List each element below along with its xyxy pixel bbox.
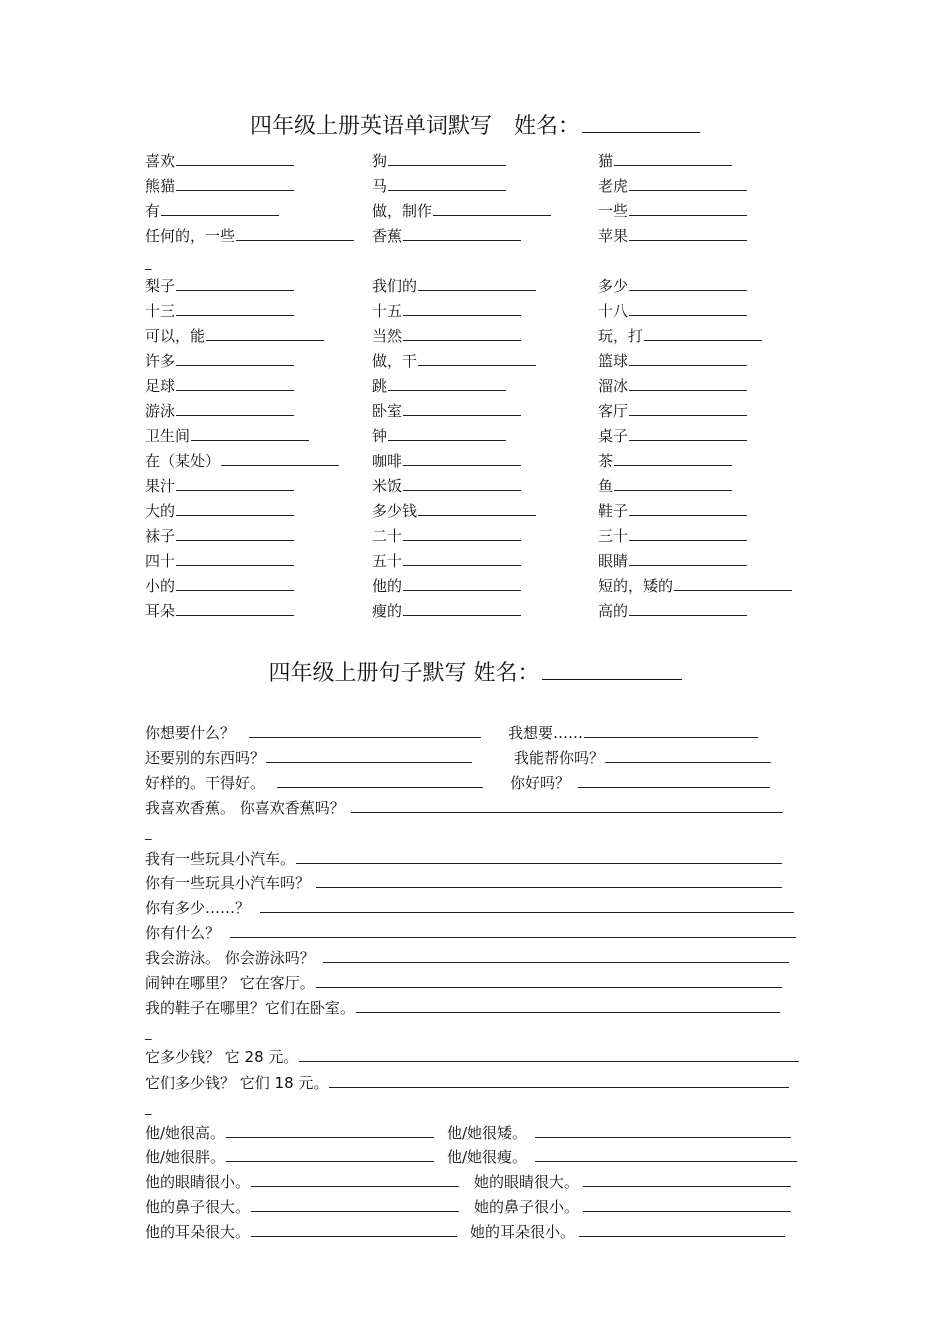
vocab-word: 老虎 xyxy=(598,177,629,195)
vocab-word: 卧室 xyxy=(372,402,403,420)
vocab-answer-blank[interactable] xyxy=(176,273,294,291)
sentence-prompt xyxy=(470,1219,785,1244)
vocab-word: 高的 xyxy=(598,602,629,620)
vocab-word: 茶 xyxy=(598,452,614,470)
vocab-row xyxy=(0,348,950,372)
sentence-title-text: 四年级上册句子默写 姓名： xyxy=(268,661,540,686)
vocab-answer-blank[interactable] xyxy=(629,298,747,316)
vocab-word: 一些 xyxy=(598,202,629,220)
vocab-answer-blank[interactable] xyxy=(176,598,294,616)
vocab-answer-blank[interactable] xyxy=(176,298,294,316)
vocab-row xyxy=(0,548,950,572)
vocab-word: 鞋子 xyxy=(598,502,629,520)
vocab-item xyxy=(145,148,294,173)
vocab-item xyxy=(145,598,294,623)
vocab-word: 任何的，一些 xyxy=(145,227,236,245)
sentence-text: 我想要…… xyxy=(508,724,584,742)
vocab-row xyxy=(0,473,950,497)
sentence-prompt xyxy=(474,1194,791,1219)
sentence-prompt xyxy=(474,1169,791,1194)
sentence-row xyxy=(0,1194,950,1218)
vocab-item xyxy=(372,398,521,423)
vocab-word: 十五 xyxy=(372,302,403,320)
sentence-prompt xyxy=(510,770,770,795)
vocab-item xyxy=(598,173,747,198)
vocab-row xyxy=(0,198,950,222)
stray-underscore: _ xyxy=(145,256,152,271)
vocab-answer-blank[interactable] xyxy=(629,373,747,391)
vocab-answer-blank[interactable] xyxy=(176,548,294,566)
vocab-answer-blank[interactable] xyxy=(161,198,279,216)
vocab-answer-blank[interactable] xyxy=(176,373,294,391)
vocab-answer-blank[interactable] xyxy=(388,173,506,191)
vocab-word: 在（某处） xyxy=(145,452,221,470)
answer-blank[interactable] xyxy=(578,770,770,788)
answer-blank[interactable] xyxy=(583,1194,791,1212)
sentence-text: 我的鞋子在哪里？它们在卧室。 xyxy=(145,999,356,1017)
vocab-word: 狗 xyxy=(372,152,388,170)
vocab-answer-blank[interactable] xyxy=(403,223,521,241)
vocab-answer-blank[interactable] xyxy=(644,323,762,341)
vocab-word: 玩，打 xyxy=(598,327,644,345)
vocab-item xyxy=(145,448,339,473)
sentence-row xyxy=(0,846,950,870)
vocab-answer-blank[interactable] xyxy=(629,523,747,541)
sentence-row xyxy=(0,1169,950,1193)
vocab-item xyxy=(145,273,294,298)
vocab-item xyxy=(145,223,354,248)
vocab-title-text: 四年级上册英语单词默写 姓名： xyxy=(249,114,580,139)
vocab-item xyxy=(145,298,294,323)
vocab-word: 多少钱 xyxy=(372,502,418,520)
vocab-word: 米饭 xyxy=(372,477,403,495)
sentence-prompt xyxy=(145,970,782,995)
vocab-item xyxy=(145,198,279,223)
vocab-item xyxy=(372,198,551,223)
vocab-word: 有 xyxy=(145,202,161,220)
vocab-item xyxy=(145,323,324,348)
vocab-item xyxy=(372,148,506,173)
sentence-row xyxy=(0,720,950,744)
sentence-text: 我会游泳。 你会游泳吗？ xyxy=(145,949,315,967)
vocab-row xyxy=(0,523,950,547)
sentence-text: 他的眼睛很小。 xyxy=(145,1173,251,1191)
sentence-text: 还要别的东西吗？ xyxy=(145,749,266,767)
answer-blank[interactable] xyxy=(316,970,782,988)
vocab-answer-blank[interactable] xyxy=(614,148,732,166)
vocab-answer-blank[interactable] xyxy=(176,348,294,366)
vocab-word: 十八 xyxy=(598,302,629,320)
vocab-item xyxy=(145,548,294,573)
vocab-word: 三十 xyxy=(598,527,629,545)
sentence-row xyxy=(0,1120,950,1144)
vocab-answer-blank[interactable] xyxy=(418,498,536,516)
vocab-answer-blank[interactable] xyxy=(629,198,747,216)
vocab-word: 桌子 xyxy=(598,427,629,445)
vocab-word: 游泳 xyxy=(145,402,176,420)
vocab-answer-blank[interactable] xyxy=(176,523,294,541)
vocab-item xyxy=(372,173,506,198)
sentence-row xyxy=(0,1044,950,1068)
vocab-item xyxy=(372,573,521,598)
sentence-prompt xyxy=(145,870,782,895)
vocab-word: 他的 xyxy=(372,577,403,595)
vocab-item xyxy=(372,598,521,623)
vocab-word: 梨子 xyxy=(145,277,176,295)
vocab-word: 五十 xyxy=(372,552,403,570)
sentence-text: 你有一些玩具小汽车吗？ xyxy=(145,874,311,892)
vocab-item xyxy=(372,273,536,298)
answer-blank[interactable] xyxy=(251,1169,459,1187)
sentence-row xyxy=(0,895,950,919)
answer-blank[interactable] xyxy=(251,1219,457,1237)
sentence-row xyxy=(0,970,950,994)
stray-underscore: _ xyxy=(145,1026,152,1041)
sentence-row xyxy=(0,745,950,769)
answer-blank[interactable] xyxy=(351,795,783,813)
sentence-text: 闹钟在哪里？ 它在客厅。 xyxy=(145,974,315,992)
vocab-answer-blank[interactable] xyxy=(403,573,521,591)
vocab-word: 短的，矮的 xyxy=(598,577,674,595)
sentence-row xyxy=(0,995,950,1019)
vocab-item xyxy=(372,423,506,448)
vocab-item xyxy=(372,223,521,248)
vocab-answer-blank[interactable] xyxy=(176,148,294,166)
vocab-answer-blank[interactable] xyxy=(403,298,521,316)
vocab-answer-blank[interactable] xyxy=(403,398,521,416)
vocab-row xyxy=(0,498,950,522)
vocab-answer-blank[interactable] xyxy=(388,148,506,166)
sentence-prompt xyxy=(145,795,783,820)
vocab-item xyxy=(598,423,747,448)
sentence-text: 它多少钱？ 它 28 元。 xyxy=(145,1048,299,1066)
vocab-answer-blank[interactable] xyxy=(433,198,551,216)
vocab-word: 可以，能 xyxy=(145,327,206,345)
sentence-prompt xyxy=(145,770,483,795)
vocab-answer-blank[interactable] xyxy=(403,548,521,566)
vocab-word: 熊猫 xyxy=(145,177,176,195)
sentence-row xyxy=(0,870,950,894)
vocab-row xyxy=(0,398,950,422)
answer-blank[interactable] xyxy=(230,920,796,938)
vocab-answer-blank[interactable] xyxy=(629,173,747,191)
sentence-prompt xyxy=(145,745,472,770)
sentence-text: 他/她很瘦。 xyxy=(447,1148,528,1166)
vocab-word: 马 xyxy=(372,177,388,195)
vocab-answer-blank[interactable] xyxy=(176,573,294,591)
vocab-row xyxy=(0,323,950,347)
vocab-item xyxy=(598,598,747,623)
sentence-title xyxy=(0,657,950,689)
vocab-word: 跳 xyxy=(372,377,388,395)
answer-blank[interactable] xyxy=(605,745,771,763)
vocab-item xyxy=(145,523,294,548)
sentence-text: 你有什么？ xyxy=(145,924,221,942)
answer-blank[interactable] xyxy=(579,1219,785,1237)
vocab-item xyxy=(372,323,521,348)
sentence-prompt xyxy=(145,1044,799,1069)
vocab-answer-blank[interactable] xyxy=(176,173,294,191)
vocab-word: 做，干 xyxy=(372,352,418,370)
sentence-text: 他的鼻子很大。 xyxy=(145,1198,251,1216)
sentence-prompt xyxy=(145,995,780,1020)
sentence-text: 他/她很矮。 xyxy=(447,1124,528,1142)
vocab-item xyxy=(372,298,521,323)
vocab-answer-blank[interactable] xyxy=(629,548,747,566)
vocab-answer-blank[interactable] xyxy=(418,273,536,291)
answer-blank[interactable] xyxy=(535,1144,797,1162)
sentence-name-blank[interactable] xyxy=(542,657,682,680)
vocab-answer-blank[interactable] xyxy=(206,323,324,341)
sentence-prompt xyxy=(145,945,789,970)
vocab-word: 香蕉 xyxy=(372,227,403,245)
vocab-word: 大的 xyxy=(145,502,176,520)
vocab-word: 小的 xyxy=(145,577,176,595)
vocab-item xyxy=(598,448,732,473)
vocab-item xyxy=(598,523,747,548)
vocab-word: 篮球 xyxy=(598,352,629,370)
sentence-row xyxy=(0,795,950,819)
sentence-text: 你有多少……？ xyxy=(145,899,251,917)
vocab-word: 眼睛 xyxy=(598,552,629,570)
sentence-row xyxy=(0,1219,950,1243)
sentence-text: 我喜欢香蕉。 你喜欢香蕉吗？ xyxy=(145,799,345,817)
vocab-word: 四十 xyxy=(145,552,176,570)
sentence-row xyxy=(0,920,950,944)
vocab-answer-blank[interactable] xyxy=(629,223,747,241)
vocab-row xyxy=(0,223,950,247)
vocab-item xyxy=(145,173,294,198)
vocab-item xyxy=(145,473,294,498)
sentence-text: 她的鼻子很小。 xyxy=(474,1198,580,1216)
vocab-row xyxy=(0,423,950,447)
sentence-prompt xyxy=(145,1219,457,1244)
sentence-text: 好样的。干得好。 xyxy=(145,774,266,792)
vocab-answer-blank[interactable] xyxy=(629,498,747,516)
answer-blank[interactable] xyxy=(584,720,758,738)
vocab-item xyxy=(598,398,747,423)
vocab-word: 咖啡 xyxy=(372,452,403,470)
vocab-word: 溜冰 xyxy=(598,377,629,395)
vocab-answer-blank[interactable] xyxy=(176,473,294,491)
vocab-word: 钟 xyxy=(372,427,388,445)
vocab-answer-blank[interactable] xyxy=(403,523,521,541)
vocab-row xyxy=(0,298,950,322)
vocab-word: 苹果 xyxy=(598,227,629,245)
sentence-prompt xyxy=(145,1120,434,1145)
vocab-answer-blank[interactable] xyxy=(614,448,732,466)
answer-blank[interactable] xyxy=(323,945,789,963)
vocab-title xyxy=(0,110,950,142)
sentence-prompt xyxy=(508,720,758,745)
vocab-item xyxy=(145,373,294,398)
vocab-row xyxy=(0,173,950,197)
vocab-item xyxy=(598,373,747,398)
vocab-answer-blank[interactable] xyxy=(629,273,747,291)
answer-blank[interactable] xyxy=(296,846,782,864)
vocab-word: 果汁 xyxy=(145,477,176,495)
sentence-text: 他/她很胖。 xyxy=(145,1148,226,1166)
vocab-item xyxy=(598,198,747,223)
vocab-answer-blank[interactable] xyxy=(629,398,747,416)
vocab-word: 多少 xyxy=(598,277,629,295)
vocab-item xyxy=(372,548,521,573)
answer-blank[interactable] xyxy=(251,1194,459,1212)
vocab-row xyxy=(0,373,950,397)
sentence-prompt xyxy=(145,846,782,871)
answer-blank[interactable] xyxy=(277,770,483,788)
stray-underscore: _ xyxy=(145,1101,152,1116)
sentence-text: 它们多少钱？ 它们 18 元。 xyxy=(145,1074,329,1092)
sentence-text: 他/她很高。 xyxy=(145,1124,226,1142)
vocab-item xyxy=(598,573,792,598)
vocab-item xyxy=(598,348,747,373)
vocab-word: 做，制作 xyxy=(372,202,433,220)
vocab-word: 许多 xyxy=(145,352,176,370)
vocab-word: 我们的 xyxy=(372,277,418,295)
vocab-word: 鱼 xyxy=(598,477,614,495)
vocab-item xyxy=(372,473,521,498)
vocab-answer-blank[interactable] xyxy=(418,348,536,366)
sentence-text: 她的眼睛很大。 xyxy=(474,1173,580,1191)
sentence-text: 你好吗？ xyxy=(510,774,571,792)
vocab-word: 瘦的 xyxy=(372,602,403,620)
vocab-item xyxy=(598,548,747,573)
vocab-row xyxy=(0,448,950,472)
vocab-word: 客厅 xyxy=(598,402,629,420)
vocab-answer-blank[interactable] xyxy=(176,398,294,416)
vocab-answer-blank[interactable] xyxy=(614,473,732,491)
sentence-text: 你想要什么？ xyxy=(145,724,236,742)
vocab-answer-blank[interactable] xyxy=(674,573,792,591)
answer-blank[interactable] xyxy=(299,1044,799,1062)
sentence-prompt xyxy=(447,1144,797,1169)
sentence-prompt xyxy=(145,1194,459,1219)
answer-blank[interactable] xyxy=(316,870,782,888)
sentence-prompt xyxy=(145,895,794,920)
vocab-answer-blank[interactable] xyxy=(191,423,309,441)
vocab-word: 二十 xyxy=(372,527,403,545)
vocab-answer-blank[interactable] xyxy=(403,598,521,616)
vocab-item xyxy=(372,523,521,548)
answer-blank[interactable] xyxy=(266,745,472,763)
sentence-prompt xyxy=(145,920,796,945)
sentence-row xyxy=(0,1070,950,1094)
vocab-row xyxy=(0,148,950,172)
vocab-item xyxy=(372,348,536,373)
vocab-item xyxy=(372,498,536,523)
vocab-item xyxy=(598,223,747,248)
vocab-item xyxy=(145,423,309,448)
vocab-answer-blank[interactable] xyxy=(388,373,506,391)
sentence-row xyxy=(0,770,950,794)
vocab-name-blank[interactable] xyxy=(582,110,700,133)
sentence-text: 他的耳朵很大。 xyxy=(145,1223,251,1241)
vocab-word: 足球 xyxy=(145,377,176,395)
sentence-text: 我能帮你吗？ xyxy=(514,749,605,767)
vocab-item xyxy=(145,398,294,423)
vocab-item xyxy=(145,348,294,373)
vocab-word: 袜子 xyxy=(145,527,176,545)
vocab-item xyxy=(145,573,294,598)
vocab-word: 耳朵 xyxy=(145,602,176,620)
vocab-word: 卫生间 xyxy=(145,427,191,445)
vocab-item xyxy=(598,148,732,173)
vocab-item xyxy=(372,373,506,398)
answer-blank[interactable] xyxy=(226,1120,434,1138)
vocab-answer-blank[interactable] xyxy=(403,473,521,491)
vocab-item xyxy=(598,473,732,498)
sentence-prompt xyxy=(145,1144,434,1169)
vocab-answer-blank[interactable] xyxy=(388,423,506,441)
vocab-answer-blank[interactable] xyxy=(176,498,294,516)
vocab-answer-blank[interactable] xyxy=(236,223,354,241)
vocab-word: 当然 xyxy=(372,327,403,345)
vocab-item xyxy=(598,273,747,298)
vocab-row xyxy=(0,273,950,297)
answer-blank[interactable] xyxy=(249,720,481,738)
vocab-row xyxy=(0,573,950,597)
sentence-prompt xyxy=(447,1120,791,1145)
answer-blank[interactable] xyxy=(583,1169,791,1187)
vocab-item xyxy=(598,298,747,323)
answer-blank[interactable] xyxy=(329,1070,789,1088)
answer-blank[interactable] xyxy=(260,895,794,913)
sentence-prompt xyxy=(145,1070,789,1095)
vocab-word: 喜欢 xyxy=(145,152,176,170)
vocab-item xyxy=(598,498,747,523)
sentence-prompt xyxy=(514,745,771,770)
vocab-answer-blank[interactable] xyxy=(629,598,747,616)
vocab-answer-blank[interactable] xyxy=(629,423,747,441)
vocab-answer-blank[interactable] xyxy=(221,448,339,466)
sentence-prompt xyxy=(145,720,481,745)
answer-blank[interactable] xyxy=(535,1120,791,1138)
sentence-text: 她的耳朵很小。 xyxy=(470,1223,576,1241)
vocab-answer-blank[interactable] xyxy=(403,448,521,466)
answer-blank[interactable] xyxy=(356,995,780,1013)
vocab-row xyxy=(0,598,950,622)
answer-blank[interactable] xyxy=(226,1144,434,1162)
vocab-answer-blank[interactable] xyxy=(629,348,747,366)
sentence-row xyxy=(0,1144,950,1168)
vocab-answer-blank[interactable] xyxy=(403,323,521,341)
sentence-row xyxy=(0,945,950,969)
sentence-prompt xyxy=(145,1169,459,1194)
vocab-item xyxy=(145,498,294,523)
sentence-text: 我有一些玩具小汽车。 xyxy=(145,850,296,868)
vocab-word: 十三 xyxy=(145,302,176,320)
vocab-item xyxy=(372,448,521,473)
vocab-word: 猫 xyxy=(598,152,614,170)
vocab-item xyxy=(598,323,762,348)
stray-underscore: _ xyxy=(145,826,152,841)
